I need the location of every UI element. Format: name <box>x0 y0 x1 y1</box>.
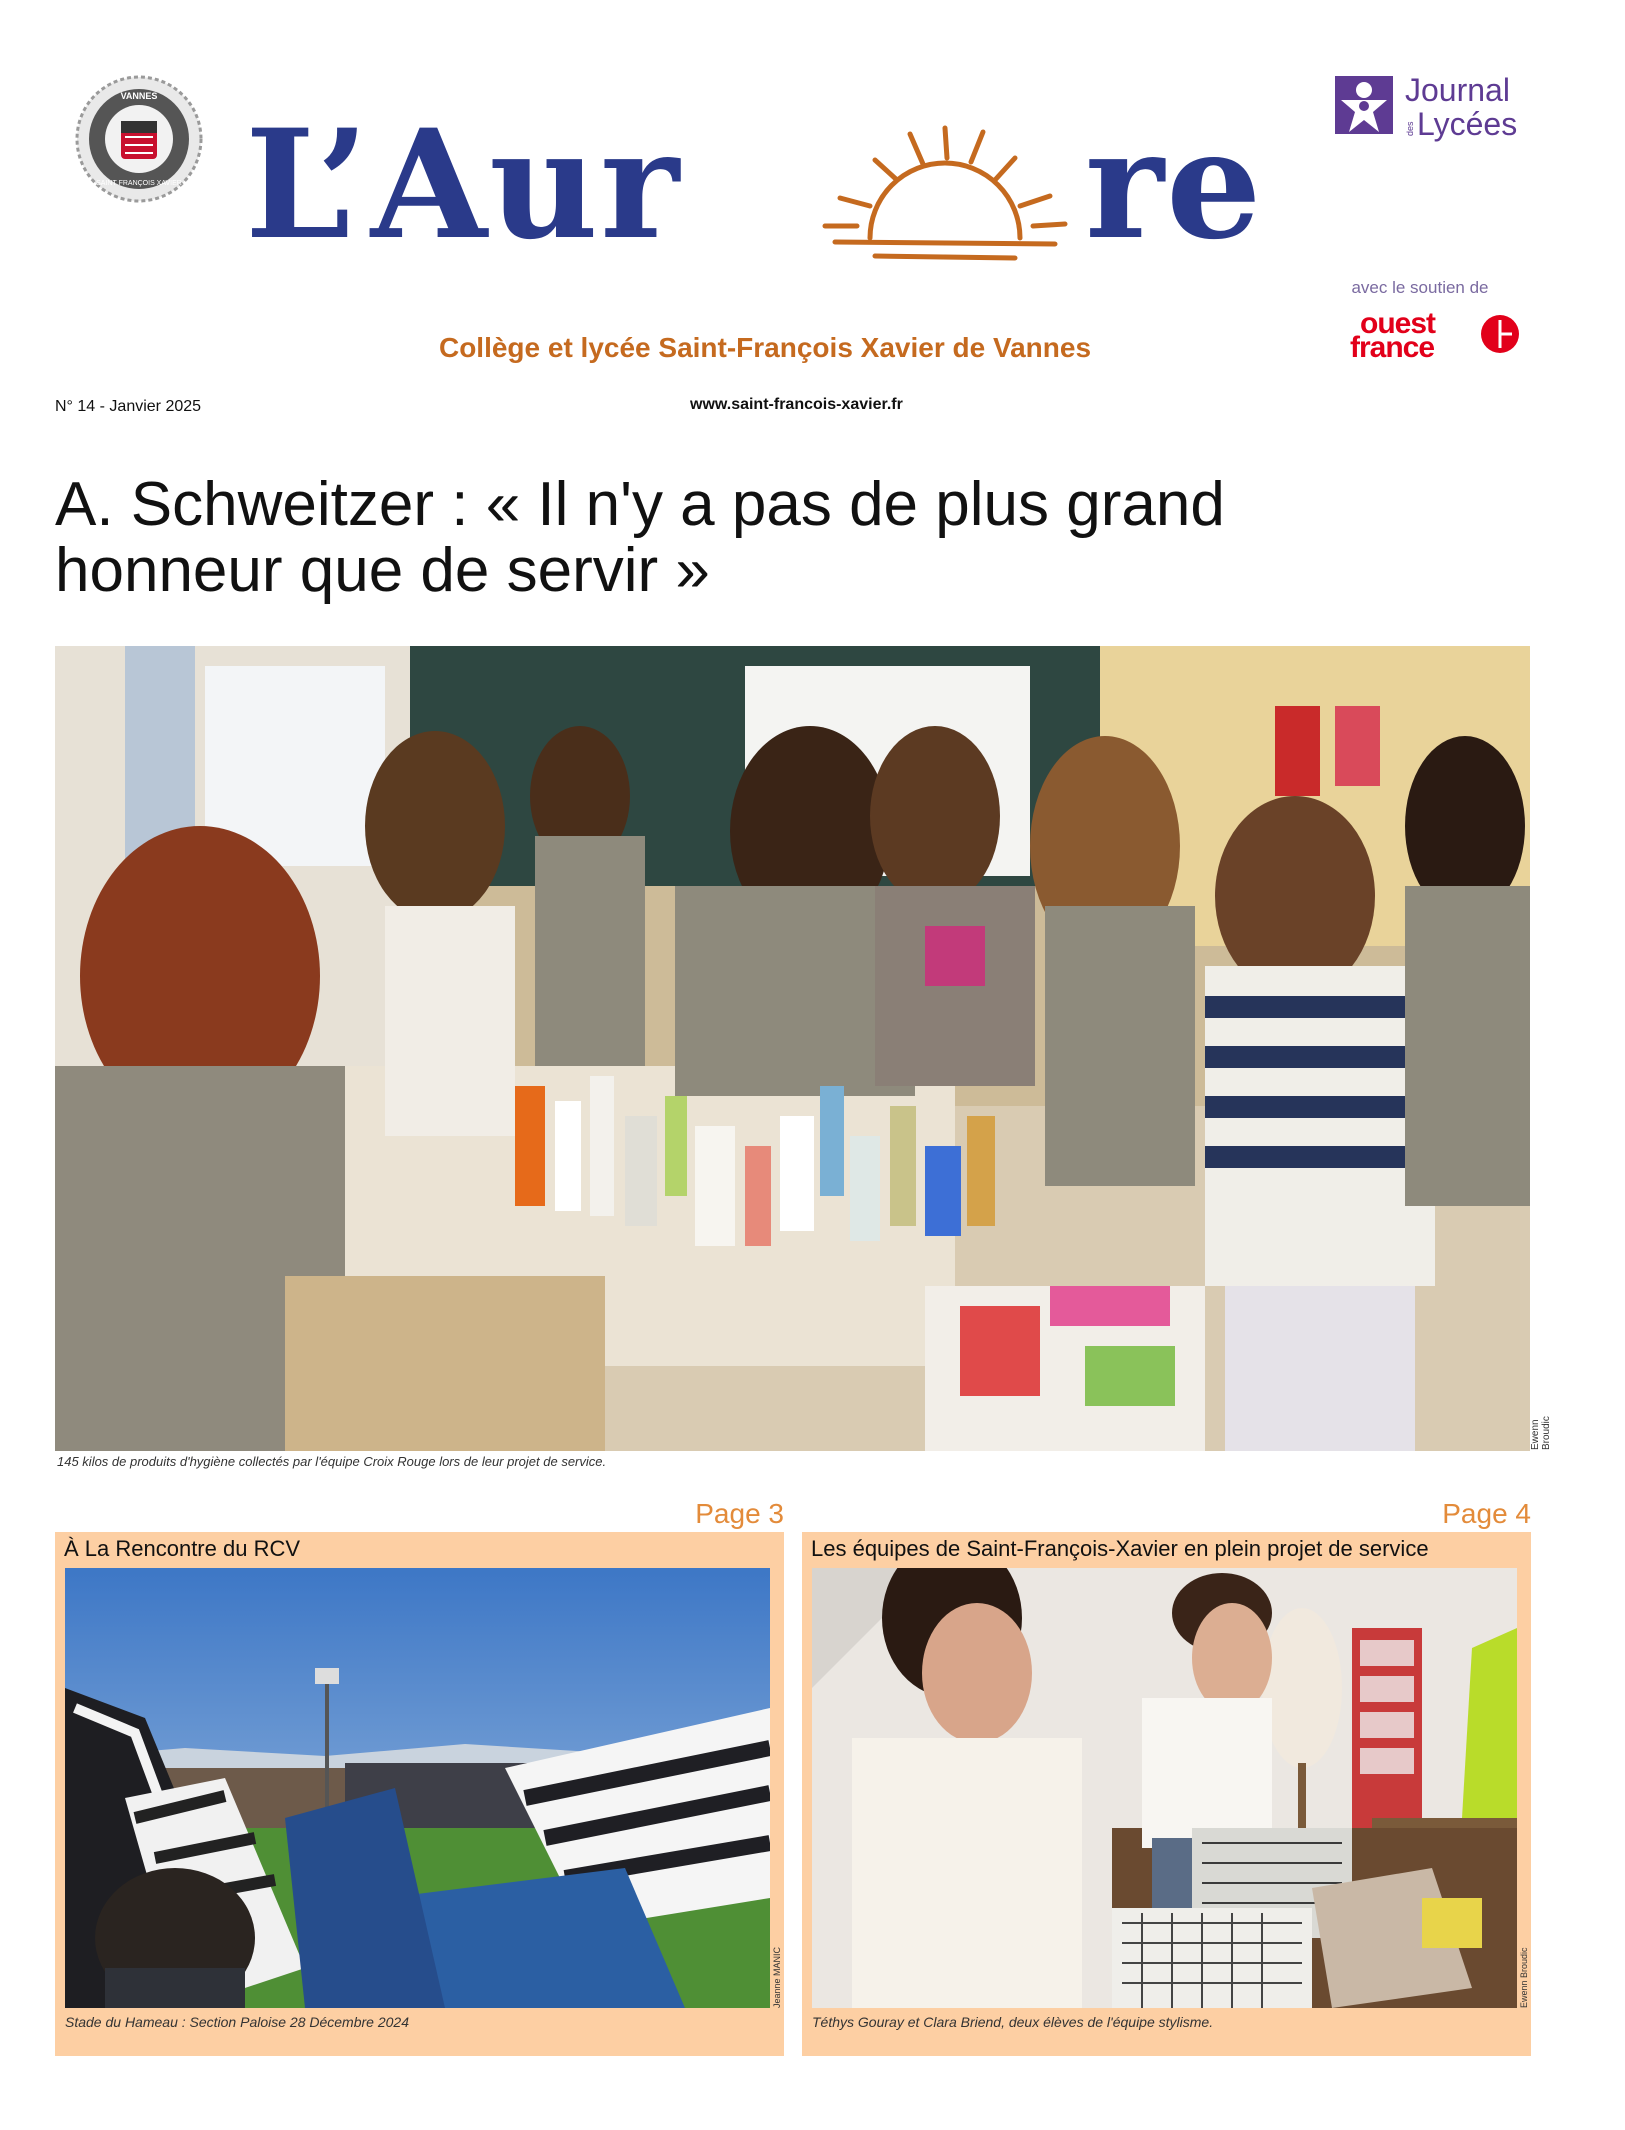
school-name: Collège et lycée Saint-François Xavier de Vannes <box>438 332 1092 363</box>
sewing-photo-image <box>812 1568 1517 2008</box>
main-photo-credit: Ewenn Broudic <box>1530 1416 1552 1450</box>
page-label[interactable]: Page 3 <box>695 1498 784 1529</box>
teaser-title[interactable]: Les équipes de Saint-François-Xavier en plein projet de service <box>811 1536 1429 1561</box>
main-photo-image <box>55 646 1530 1451</box>
teaser-caption: Téthys Gouray et Clara Briend, deux élèves de l'équipe stylisme. <box>812 2014 1214 2030</box>
ouest-text: ouest <box>1360 307 1436 340</box>
school-seal-icon <box>75 75 203 203</box>
headline-line-2: honneur que de servir » <box>55 536 710 605</box>
teaser-page-3[interactable] <box>55 1498 784 2056</box>
ouest-france-logo[interactable] <box>1350 307 1520 364</box>
masthead <box>245 97 1285 273</box>
jdl-lycees-text: Lycées <box>1417 106 1518 142</box>
sun-icon <box>815 118 1075 268</box>
teaser-photo-credit: Ewenn Broudic <box>1519 1947 1529 2008</box>
teaser-caption: Stade du Hameau : Section Paloise 28 Décembre 2024 <box>65 2014 409 2030</box>
teaser-photo <box>65 1568 770 2008</box>
teaser-title[interactable]: À La Rencontre du RCV <box>64 1536 301 1561</box>
seal-bottom-text: SAINT FRANÇOIS XAVIER <box>96 180 182 187</box>
teaser-photo <box>812 1568 1517 2008</box>
main-photo <box>55 646 1530 1451</box>
ouest-france-icon <box>1480 314 1520 354</box>
page-label[interactable]: Page 4 <box>1442 1498 1531 1529</box>
support-text: avec le soutien de <box>1351 278 1489 297</box>
seal-top-text: VANNES <box>120 91 158 101</box>
jdl-des-text: des <box>1405 121 1415 136</box>
issue-number: N° 14 - Janvier 2025 <box>55 398 202 415</box>
jdl-journal-text: Journal <box>1405 72 1510 108</box>
stadium-photo-image <box>65 1568 770 2008</box>
france-text: france <box>1350 331 1435 364</box>
teaser-box <box>55 1532 784 2056</box>
main-photo-caption: 145 kilos de produits d'hygiène collectés par l'équipe Croix Rouge lors de leur projet de service. <box>57 1454 607 1469</box>
masthead-left: L’Aur <box>245 97 682 273</box>
teaser-box <box>802 1532 1531 2056</box>
headline-line-1: A. Schweitzer : « Il n'y a pas de plus grand <box>55 470 1225 539</box>
website-link[interactable]: www.saint-francois-xavier.fr <box>690 396 903 413</box>
masthead-right: re <box>1085 97 1264 273</box>
teaser-photo-credit: Jeanne MANIC <box>772 1946 782 2008</box>
journal-des-lycees-logo[interactable] <box>1335 72 1518 142</box>
headline <box>55 472 1555 604</box>
jdl-logo-icon <box>1335 76 1393 134</box>
teaser-page-4[interactable] <box>802 1498 1531 2056</box>
